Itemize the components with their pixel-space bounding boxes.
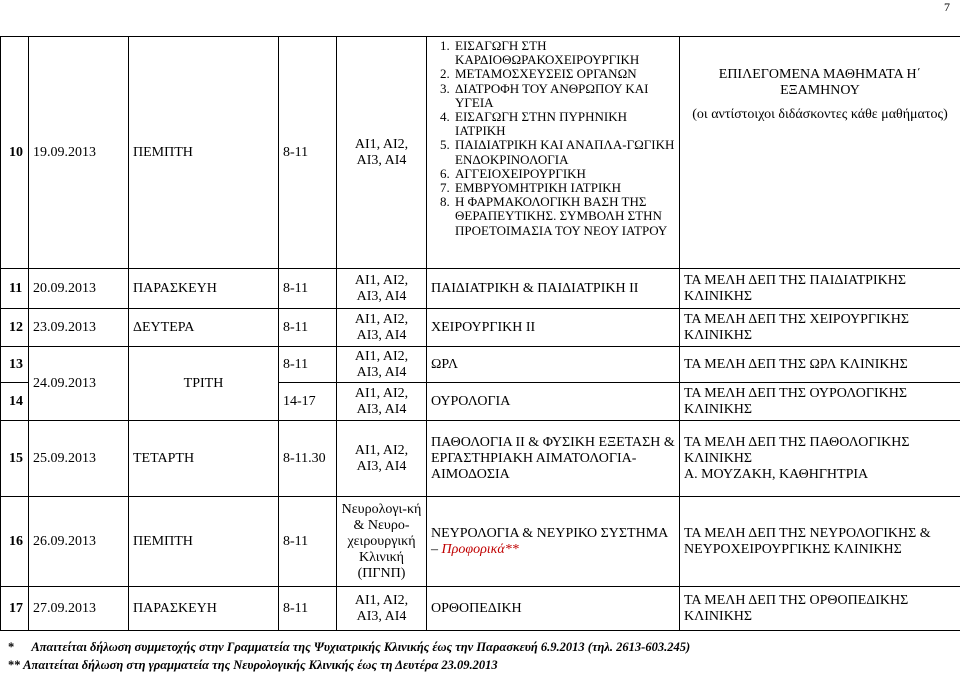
list-item: 2. ΜΕΤΑΜΟΣΧΕΥΣΕΙΣ ΟΡΓΑΝΩΝ [453,67,675,81]
topic-cell: ΟΡΘΟΠΕΔΙΚΗ [427,587,680,631]
time-cell: 8-11 [279,37,337,269]
day-cell: ΠΑΡΑΣΚΕΥΗ [129,587,279,631]
row-number: 10 [1,37,29,269]
groups-cell: ΑΙ1, ΑΙ2, ΑΙ3, ΑΙ4 [337,269,427,309]
list-item: 5. ΠΑΙΔΙΑΤΡΙΚΗ ΚΑΙ ΑΝΑΠΛΑ-ΓΩΓΙΚΗ ΕΝΔΟΚΡΙΝΟΛΟΓΙΑ [453,138,675,166]
groups-cell: ΑΙ1, ΑΙ2, ΑΙ3, ΑΙ4 [337,383,427,421]
staff-text: Α. ΜΟΥΖΑΚΗ, ΚΑΘΗΓΗΤΡΙΑ [684,466,869,482]
day-cell: ΔΕΥΤΕΡΑ [129,309,279,347]
footnote-mark: ** [8,658,21,672]
footnote-text: Απαιτείται δήλωση συμμετοχής στην Γραμματεία της Ψυχιατρικής Κλινικής έως την Παρασκευή 6.9.2013 (τηλ. 2613-603.245) [31,640,691,654]
table-row [1,347,960,383]
day-cell: ΤΕΤΑΡΤΗ [129,421,279,497]
list-item: 6. ΑΓΓΕΙΟΧΕΙΡΟΥΡΓΙΚΗ [453,167,675,181]
date-cell: 20.09.2013 [29,269,129,309]
elective-cell [680,37,960,269]
table-row [1,309,960,347]
staff-cell: ΤΑ ΜΕΛΗ ΔΕΠ ΤΗΣ ΧΕΙΡΟΥΡΓΙΚΗΣ ΚΛΙΝΙΚΗΣ [680,309,960,347]
topic-cell: ΠΑΙΔΙΑΤΡΙΚΗ & ΠΑΙΔΙΑΤΡΙΚΗ ΙΙ [427,269,680,309]
topic-cell: ΟΥΡΟΛΟΓΙΑ [427,383,680,421]
day-cell: ΤΡΙΤΗ [129,347,279,421]
footnote-text: Απαιτείται δήλωση στη γραμματεία της Νευρολογικής Κλινικής έως τη Δευτέρα 23.09.2013 [23,658,498,672]
groups-cell: ΑΙ1, ΑΙ2, ΑΙ3, ΑΙ4 [337,37,427,269]
topics-cell [427,37,680,269]
row-number: 15 [1,421,29,497]
list-item: 8. Η ΦΑΡΜΑΚΟΛΟΓΙΚΗ ΒΑΣΗ ΤΗΣ ΘΕΡΑΠΕΥΤΙΚΗΣ. ΣΥΜΒΟΛΗ ΣΤΗΝ ΠΡΟΕΤΟΙΜΑΣΙΑ ΤΟΥ ΝΕΟΥ ΙΑΤΡΟΥ [453,195,675,238]
footnote-mark: * [8,640,15,654]
topics-list [431,37,675,238]
staff-cell: ΤΑ ΜΕΛΗ ΔΕΠ ΤΗΣ ΩΡΛ ΚΛΙΝΙΚΗΣ [680,347,960,383]
day-cell: ΠΑΡΑΣΚΕΥΗ [129,269,279,309]
row-number: 13 [1,347,29,383]
staff-cell: ΤΑ ΜΕΛΗ ΔΕΠ ΤΗΣ ΟΥΡΟΛΟΓΙΚΗΣ ΚΛΙΝΙΚΗΣ [680,383,960,421]
time-cell: 8-11.30 [279,421,337,497]
time-cell: 8-11 [279,347,337,383]
row-number: 14 [1,383,29,421]
oral-exam-note: Προφορικά** [441,541,519,557]
table-row [1,421,960,497]
time-cell: 8-11 [279,269,337,309]
staff-cell: ΤΑ ΜΕΛΗ ΔΕΠ ΤΗΣ ΟΡΘΟΠΕΔΙΚΗΣ ΚΛΙΝΙΚΗΣ [680,587,960,631]
elective-subtitle: (οι αντίστοιχοι διδάσκοντες κάθε μαθήματος) [692,107,948,122]
staff-text: ΤΑ ΜΕΛΗ ΔΕΠ ΤΗΣ ΠΑΘΟΛΟΓΙΚΗΣ ΚΛΙΝΙΚΗΣ [684,434,910,466]
list-item: 1. ΕΙΣΑΓΩΓΗ ΣΤΗ ΚΑΡΔΙΟΘΩΡΑΚΟΧΕΙΡΟΥΡΓΙΚΗ [453,39,675,67]
staff-cell [680,421,960,497]
date-cell: 24.09.2013 [29,347,129,421]
row-number: 11 [1,269,29,309]
topic-text: ΝΕΥΡΟΛΟΓΙΑ & ΝΕΥΡΙΚΟ ΣΥΣΤΗΜΑ – [431,525,668,557]
row-number: 16 [1,497,29,587]
topic-cell: ΧΕΙΡΟΥΡΓΙΚΗ ΙΙ [427,309,680,347]
list-item: 4. ΕΙΣΑΓΩΓΗ ΣΤΗΝ ΠΥΡΗΝΙΚΗ ΙΑΤΡΙΚΗ [453,110,675,138]
table-row [1,37,960,269]
groups-cell: ΑΙ1, ΑΙ2, ΑΙ3, ΑΙ4 [337,309,427,347]
staff-cell: ΤΑ ΜΕΛΗ ΔΕΠ ΤΗΣ ΠΑΙΔΙΑΤΡΙΚΗΣ ΚΛΙΝΙΚΗΣ [680,269,960,309]
topic-cell: ΩΡΛ [427,347,680,383]
footnote [8,640,690,655]
date-cell: 26.09.2013 [29,497,129,587]
date-cell: 19.09.2013 [29,37,129,269]
groups-cell: Νευρολογι-κή & Νευρο-χειρουργική Κλινική (ΠΓΝΠ) [337,497,427,587]
row-number: 17 [1,587,29,631]
groups-cell: ΑΙ1, ΑΙ2, ΑΙ3, ΑΙ4 [337,347,427,383]
list-item: 7. ΕΜΒΡΥΟΜΗΤΡΙΚΗ ΙΑΤΡΙΚΗ [453,181,675,195]
time-cell: 8-11 [279,309,337,347]
time-cell: 8-11 [279,587,337,631]
list-item: 3. ΔΙΑΤΡΟΦΗ ΤΟΥ ΑΝΘΡΩΠΟΥ ΚΑΙ ΥΓΕΙΑ [453,82,675,110]
date-cell: 23.09.2013 [29,309,129,347]
table-row [1,269,960,309]
row-number: 12 [1,309,29,347]
groups-cell: ΑΙ1, ΑΙ2, ΑΙ3, ΑΙ4 [337,587,427,631]
staff-cell: ΤΑ ΜΕΛΗ ΔΕΠ ΤΗΣ ΝΕΥΡΟΛΟΓΙΚΗΣ & ΝΕΥΡΟΧΕΙΡΟΥΡΓΙΚΗΣ ΚΛΙΝΙΚΗΣ [680,497,960,587]
table-row [1,497,960,587]
topic-cell [427,497,680,587]
day-cell: ΠΕΜΠΤΗ [129,37,279,269]
elective-title: ΕΠΙΛΕΓΟΜΕΝΑ ΜΑΘΗΜΑΤΑ Η΄ ΕΞΑΜΗΝΟΥ [718,67,922,98]
schedule-table [0,36,960,631]
groups-cell: ΑΙ1, ΑΙ2, ΑΙ3, ΑΙ4 [337,421,427,497]
table-row [1,587,960,631]
date-cell: 27.09.2013 [29,587,129,631]
footnote [8,658,498,673]
date-cell: 25.09.2013 [29,421,129,497]
time-cell: 8-11 [279,497,337,587]
topic-cell: ΠΑΘΟΛΟΓΙΑ ΙΙ & ΦΥΣΙΚΗ ΕΞΕΤΑΣΗ & ΕΡΓΑΣΤΗΡΙΑΚΗ ΑΙΜΑΤΟΛΟΓΙΑ-ΑΙΜΟΔΟΣΙΑ [427,421,680,497]
day-cell: ΠΕΜΠΤΗ [129,497,279,587]
page-number: 7 [944,0,950,14]
time-cell: 14-17 [279,383,337,421]
